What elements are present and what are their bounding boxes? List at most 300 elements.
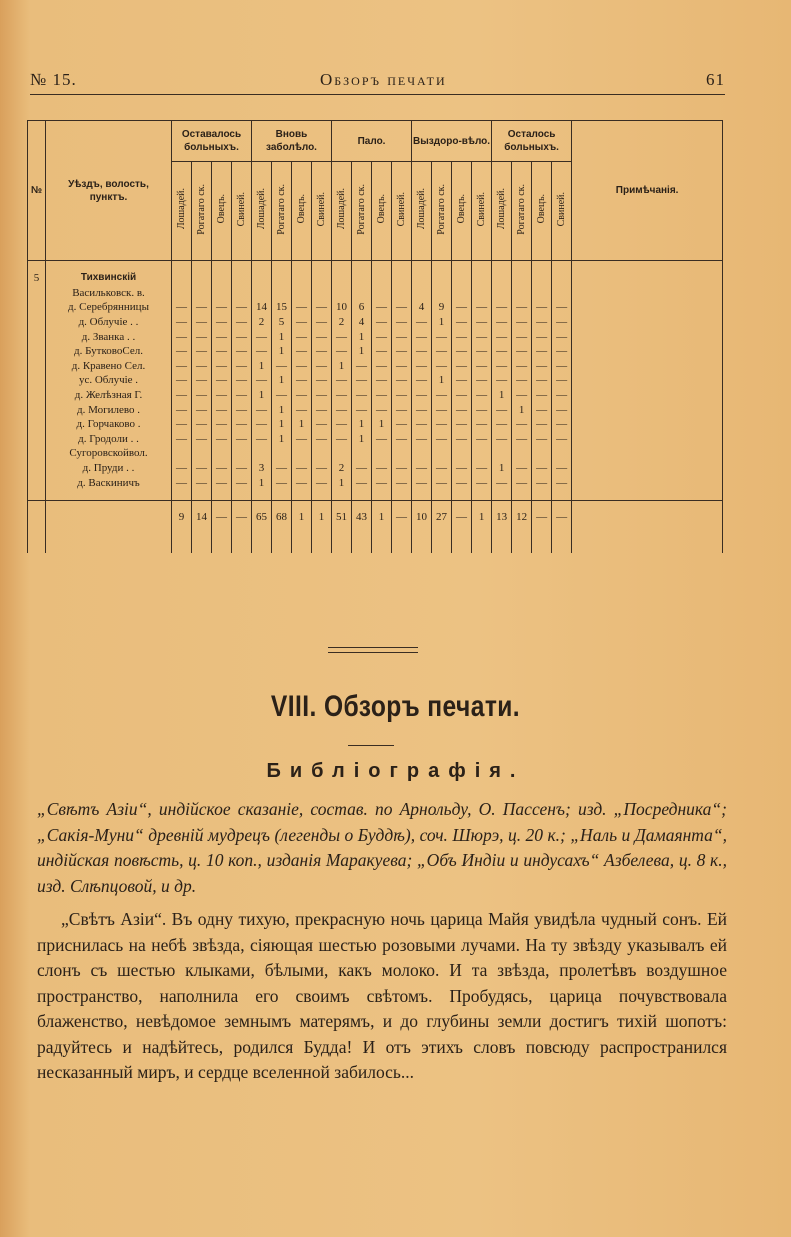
- value-cell: [432, 271, 452, 286]
- value-cell: —: [212, 359, 232, 374]
- value-cell: —: [192, 359, 212, 374]
- subcol-header: [272, 162, 292, 261]
- table-row: [28, 344, 723, 359]
- empty-cell: [512, 490, 532, 501]
- value-cell: —: [412, 475, 432, 490]
- subcol-label: Лошадей.: [256, 188, 267, 230]
- subcol-label: Свиней.: [236, 191, 247, 227]
- empty-cell: [192, 261, 212, 272]
- value-cell: —: [392, 359, 412, 374]
- value-cell: 1: [252, 359, 272, 374]
- subcol-label: Овецъ.: [216, 194, 227, 224]
- value-cell: [192, 286, 212, 301]
- value-cell: [512, 286, 532, 301]
- district-name: д. БутковоСел.: [46, 344, 172, 359]
- value-cell: —: [372, 373, 392, 388]
- value-cell: —: [172, 300, 192, 315]
- value-cell: —: [432, 329, 452, 344]
- district-name: д. Васкиничъ: [46, 475, 172, 490]
- subcol-header: [452, 162, 472, 261]
- table-row: [28, 286, 723, 301]
- table-row: [28, 315, 723, 330]
- value-cell: —: [312, 300, 332, 315]
- value-cell: —: [492, 432, 512, 447]
- empty-cell: [452, 533, 472, 553]
- value-cell: 1: [332, 475, 352, 490]
- value-cell: 6: [352, 300, 372, 315]
- value-cell: —: [532, 300, 552, 315]
- value-cell: —: [292, 329, 312, 344]
- empty-cell: [432, 261, 452, 272]
- value-cell: —: [232, 402, 252, 417]
- empty-cell: [312, 490, 332, 501]
- subcol-label: Рогатаго ск.: [196, 183, 207, 235]
- subcol-label: Лошадей.: [416, 188, 428, 230]
- value-cell: —: [172, 344, 192, 359]
- notes-cell: [572, 388, 723, 403]
- subcol-label: Лошадей.: [176, 188, 187, 230]
- value-cell: —: [472, 359, 492, 374]
- value-cell: —: [312, 315, 332, 330]
- empty-cell: [412, 261, 432, 272]
- value-cell: [512, 271, 532, 286]
- subcol-header: [512, 162, 532, 261]
- value-cell: —: [452, 417, 472, 432]
- district-name: д. Гродоли . .: [46, 432, 172, 447]
- value-cell: —: [372, 344, 392, 359]
- empty-cell: [272, 490, 292, 501]
- value-cell: —: [512, 359, 532, 374]
- value-cell: [532, 446, 552, 461]
- table-row: [28, 373, 723, 388]
- value-cell: 1: [252, 475, 272, 490]
- table-row: [28, 446, 723, 461]
- value-cell: 1: [332, 359, 352, 374]
- value-cell: [412, 446, 432, 461]
- value-cell: —: [292, 475, 312, 490]
- value-cell: —: [412, 417, 432, 432]
- row-number: [28, 344, 46, 359]
- value-cell: —: [512, 315, 532, 330]
- value-cell: —: [192, 315, 212, 330]
- value-cell: —: [232, 329, 252, 344]
- group-new-header: Вновь заболѣло.: [252, 121, 332, 162]
- empty-cell: [392, 490, 412, 501]
- empty-cell: [332, 490, 352, 501]
- value-cell: —: [232, 475, 252, 490]
- value-cell: —: [452, 359, 472, 374]
- value-cell: —: [432, 461, 452, 476]
- district-name: д. Желѣзная Г.: [46, 388, 172, 403]
- value-cell: [312, 446, 332, 461]
- value-cell: —: [192, 475, 212, 490]
- value-cell: —: [412, 359, 432, 374]
- value-cell: —: [212, 417, 232, 432]
- subcol-label: Свиней.: [476, 191, 488, 227]
- running-header: [30, 70, 725, 92]
- body-paragraph: „Свѣтъ Азіи“. Въ одну тихую, прекрасную ночь царица Майя увидѣла чудный сонъ. Ей приснилась на небѣ звѣзда, сіяющая шестью розовыми лучами. На ту звѣзду указывалъ ей слонъ съ шестью клыками, бѣлыми, какъ молоко. И та звѣзда, пролетѣвъ воздушное пространство, наполнила его своимъ свѣтомъ. Пробудясь, царица почувствовала блаженство, невѣдомое земнымъ матерямъ, и до глубины земли достигъ тихій шопотъ: радуйтесь и надѣйтесь, родился Будда! И отъ этихъ словъ повсюду распространился несказанный миръ, и сердце вселенной забилось...: [37, 909, 727, 1082]
- value-cell: —: [392, 388, 412, 403]
- empty-cell: [492, 490, 512, 501]
- value-cell: —: [192, 373, 212, 388]
- empty-cell: [28, 500, 46, 533]
- value-cell: —: [192, 461, 212, 476]
- empty-cell: [272, 261, 292, 272]
- subcol-header: [292, 162, 312, 261]
- value-cell: —: [212, 300, 232, 315]
- notes-cell: [572, 271, 723, 286]
- value-cell: —: [392, 417, 412, 432]
- spacer-row: [28, 261, 723, 272]
- total-cell: —: [552, 500, 572, 533]
- value-cell: —: [292, 315, 312, 330]
- district-name: д. Облучіе . .: [46, 315, 172, 330]
- empty-cell: [512, 533, 532, 553]
- value-cell: 14: [252, 300, 272, 315]
- row-number: [28, 388, 46, 403]
- table-row: [28, 329, 723, 344]
- value-cell: [352, 446, 372, 461]
- value-cell: —: [232, 388, 252, 403]
- value-cell: 1: [512, 402, 532, 417]
- value-cell: 10: [332, 300, 352, 315]
- value-cell: —: [432, 359, 452, 374]
- value-cell: 1: [352, 417, 372, 432]
- value-cell: [532, 286, 552, 301]
- total-cell: 65: [252, 500, 272, 533]
- value-cell: [532, 271, 552, 286]
- value-cell: [472, 271, 492, 286]
- value-cell: —: [472, 417, 492, 432]
- table-row: [28, 417, 723, 432]
- value-cell: —: [292, 402, 312, 417]
- empty-cell: [46, 533, 172, 553]
- value-cell: —: [232, 300, 252, 315]
- value-cell: —: [252, 329, 272, 344]
- value-cell: —: [392, 300, 412, 315]
- empty-cell: [232, 533, 252, 553]
- empty-cell: [532, 533, 552, 553]
- value-cell: —: [552, 315, 572, 330]
- value-cell: —: [372, 315, 392, 330]
- table-row: [28, 300, 723, 315]
- value-cell: [352, 271, 372, 286]
- value-cell: [192, 446, 212, 461]
- subcol-label: Овецъ.: [456, 194, 468, 224]
- empty-cell: [572, 533, 723, 553]
- value-cell: —: [512, 461, 532, 476]
- value-cell: —: [512, 300, 532, 315]
- value-cell: —: [432, 344, 452, 359]
- value-cell: [332, 286, 352, 301]
- value-cell: [512, 446, 532, 461]
- empty-cell: [46, 261, 172, 272]
- subcol-header: [252, 162, 272, 261]
- value-cell: [172, 271, 192, 286]
- total-cell: —: [232, 500, 252, 533]
- value-cell: [212, 446, 232, 461]
- value-cell: —: [552, 329, 572, 344]
- value-cell: [432, 446, 452, 461]
- value-cell: [492, 446, 512, 461]
- value-cell: [352, 286, 372, 301]
- value-cell: —: [332, 402, 352, 417]
- totals-row: [28, 500, 723, 533]
- value-cell: [212, 271, 232, 286]
- empty-cell: [552, 490, 572, 501]
- value-cell: —: [212, 373, 232, 388]
- subsection-title: Библіографія.: [266, 760, 525, 782]
- subcol-label: Лошадей.: [496, 188, 508, 230]
- row-number: [28, 300, 46, 315]
- empty-cell: [292, 490, 312, 501]
- empty-cell: [352, 533, 372, 553]
- value-cell: —: [292, 373, 312, 388]
- value-cell: —: [212, 344, 232, 359]
- notes-cell: [572, 373, 723, 388]
- value-cell: —: [392, 373, 412, 388]
- value-cell: —: [312, 344, 332, 359]
- empty-cell: [292, 533, 312, 553]
- value-cell: —: [252, 373, 272, 388]
- row-number: [28, 432, 46, 447]
- short-rule-divider: [348, 745, 394, 746]
- col-notes-header: Примѣчанія.: [572, 121, 723, 261]
- empty-cell: [252, 490, 272, 501]
- empty-cell: [372, 533, 392, 553]
- value-cell: —: [412, 344, 432, 359]
- total-cell: 27: [432, 500, 452, 533]
- value-cell: 1: [352, 329, 372, 344]
- value-cell: —: [172, 461, 192, 476]
- notes-cell: [572, 300, 723, 315]
- row-number: [28, 402, 46, 417]
- subcol-header: [552, 162, 572, 261]
- value-cell: —: [492, 315, 512, 330]
- value-cell: [232, 271, 252, 286]
- value-cell: —: [392, 402, 412, 417]
- district-name: д. Пруди . .: [46, 461, 172, 476]
- value-cell: —: [532, 432, 552, 447]
- value-cell: —: [492, 329, 512, 344]
- value-cell: —: [452, 300, 472, 315]
- table-row: [28, 359, 723, 374]
- value-cell: —: [232, 432, 252, 447]
- value-cell: —: [512, 432, 532, 447]
- issue-number: № 15.: [30, 70, 77, 89]
- value-cell: [212, 286, 232, 301]
- value-cell: [392, 446, 412, 461]
- table-row: [28, 271, 723, 286]
- subcol-header: [192, 162, 212, 261]
- value-cell: —: [172, 402, 192, 417]
- row-number: [28, 373, 46, 388]
- value-cell: [552, 446, 572, 461]
- total-cell: 1: [312, 500, 332, 533]
- subcol-header: [472, 162, 492, 261]
- value-cell: —: [192, 402, 212, 417]
- value-cell: —: [372, 388, 392, 403]
- value-cell: 1: [272, 329, 292, 344]
- value-cell: —: [272, 461, 292, 476]
- subcol-label: Овецъ.: [376, 194, 387, 224]
- subcol-header: [372, 162, 392, 261]
- subcol-header: [492, 162, 512, 261]
- value-cell: —: [492, 373, 512, 388]
- empty-cell: [352, 490, 372, 501]
- subcol-header: [412, 162, 432, 261]
- subcol-label: Свиней.: [396, 191, 408, 227]
- value-cell: —: [512, 475, 532, 490]
- value-cell: —: [472, 432, 492, 447]
- row-number: [28, 286, 46, 301]
- notes-cell: [572, 344, 723, 359]
- value-cell: [292, 286, 312, 301]
- value-cell: —: [412, 329, 432, 344]
- value-cell: —: [192, 300, 212, 315]
- value-cell: —: [352, 475, 372, 490]
- value-cell: [452, 446, 472, 461]
- value-cell: —: [412, 432, 432, 447]
- value-cell: —: [352, 359, 372, 374]
- value-cell: —: [292, 388, 312, 403]
- total-cell: —: [532, 500, 552, 533]
- value-cell: —: [312, 432, 332, 447]
- value-cell: [172, 286, 192, 301]
- value-cell: 1: [492, 388, 512, 403]
- subcol-header: [172, 162, 192, 261]
- value-cell: —: [212, 315, 232, 330]
- value-cell: —: [472, 402, 492, 417]
- value-cell: [492, 286, 512, 301]
- row-number: 5: [28, 271, 46, 286]
- value-cell: 1: [352, 344, 372, 359]
- double-rule-divider: [328, 647, 418, 653]
- bibliography-paragraph: „Свѣтъ Азіи“, индійское сказаніе, состав. по Арнольду, О. Пассенъ; изд. „Посредника“; „Сакія-Муни“ древній мудрецъ (легенды о Буддѣ), соч. Шюрэ, ц. 20 к.; „Наль и Дамаянта“, индійская повѣсть, ц. 10 коп., изданія Маракуева; „Объ Индіи и индусахъ“ Азбелева, ц. 8 к., изд. Слѣпцовой, и др.: [37, 799, 727, 896]
- notes-cell: [572, 432, 723, 447]
- district-name: д. Кравено Сел.: [46, 359, 172, 374]
- value-cell: —: [452, 475, 472, 490]
- value-cell: —: [212, 475, 232, 490]
- notes-cell: [572, 500, 723, 533]
- value-cell: —: [432, 402, 452, 417]
- empty-cell: [432, 490, 452, 501]
- empty-cell: [212, 490, 232, 501]
- subcol-header: [212, 162, 232, 261]
- empty-cell: [292, 261, 312, 272]
- district-name: д. Серебрянницы: [46, 300, 172, 315]
- value-cell: —: [232, 417, 252, 432]
- value-cell: —: [312, 417, 332, 432]
- value-cell: [372, 446, 392, 461]
- value-cell: 1: [272, 432, 292, 447]
- value-cell: [472, 446, 492, 461]
- value-cell: 2: [332, 315, 352, 330]
- value-cell: —: [552, 417, 572, 432]
- table-row: [28, 475, 723, 490]
- value-cell: 1: [272, 417, 292, 432]
- value-cell: —: [472, 373, 492, 388]
- value-cell: —: [552, 373, 572, 388]
- notes-cell: [572, 417, 723, 432]
- subcol-header: [232, 162, 252, 261]
- empty-cell: [28, 533, 46, 553]
- value-cell: 2: [252, 315, 272, 330]
- value-cell: —: [172, 329, 192, 344]
- value-cell: —: [552, 432, 572, 447]
- value-cell: —: [172, 315, 192, 330]
- value-cell: [292, 271, 312, 286]
- value-cell: 4: [412, 300, 432, 315]
- group-died-header: Пало.: [332, 121, 412, 162]
- value-cell: —: [432, 475, 452, 490]
- value-cell: [412, 286, 432, 301]
- empty-cell: [452, 261, 472, 272]
- value-cell: —: [352, 373, 372, 388]
- empty-cell: [172, 261, 192, 272]
- value-cell: —: [372, 461, 392, 476]
- value-cell: [312, 286, 332, 301]
- value-cell: [272, 446, 292, 461]
- value-cell: —: [472, 475, 492, 490]
- empty-cell: [192, 490, 212, 501]
- value-cell: [232, 286, 252, 301]
- value-cell: —: [452, 432, 472, 447]
- row-number: [28, 475, 46, 490]
- empty-cell: [28, 261, 46, 272]
- value-cell: —: [192, 344, 212, 359]
- value-cell: —: [312, 461, 332, 476]
- district-name: Сугоровскойвол.: [46, 446, 172, 461]
- value-cell: —: [472, 344, 492, 359]
- value-cell: —: [392, 461, 412, 476]
- value-cell: —: [372, 359, 392, 374]
- table-row: [28, 402, 723, 417]
- value-cell: —: [172, 432, 192, 447]
- value-cell: —: [272, 359, 292, 374]
- value-cell: —: [512, 417, 532, 432]
- value-cell: [272, 286, 292, 301]
- value-cell: —: [252, 417, 272, 432]
- value-cell: [392, 271, 412, 286]
- empty-cell: [232, 490, 252, 501]
- value-cell: [372, 271, 392, 286]
- value-cell: —: [372, 300, 392, 315]
- value-cell: —: [192, 432, 212, 447]
- value-cell: —: [372, 402, 392, 417]
- empty-cell: [332, 533, 352, 553]
- value-cell: —: [392, 475, 412, 490]
- section-title: VIII. Обзоръ печати.: [270, 690, 521, 723]
- value-cell: —: [552, 344, 572, 359]
- value-cell: [552, 286, 572, 301]
- value-cell: —: [332, 344, 352, 359]
- value-cell: [232, 446, 252, 461]
- empty-cell: [232, 261, 252, 272]
- total-cell: 12: [512, 500, 532, 533]
- value-cell: —: [332, 329, 352, 344]
- empty-cell: [472, 533, 492, 553]
- value-cell: —: [332, 388, 352, 403]
- value-cell: —: [552, 300, 572, 315]
- value-cell: —: [332, 432, 352, 447]
- value-cell: —: [392, 329, 412, 344]
- header-rule: [30, 94, 725, 95]
- value-cell: —: [312, 359, 332, 374]
- value-cell: —: [452, 373, 472, 388]
- value-cell: —: [352, 461, 372, 476]
- value-cell: —: [252, 402, 272, 417]
